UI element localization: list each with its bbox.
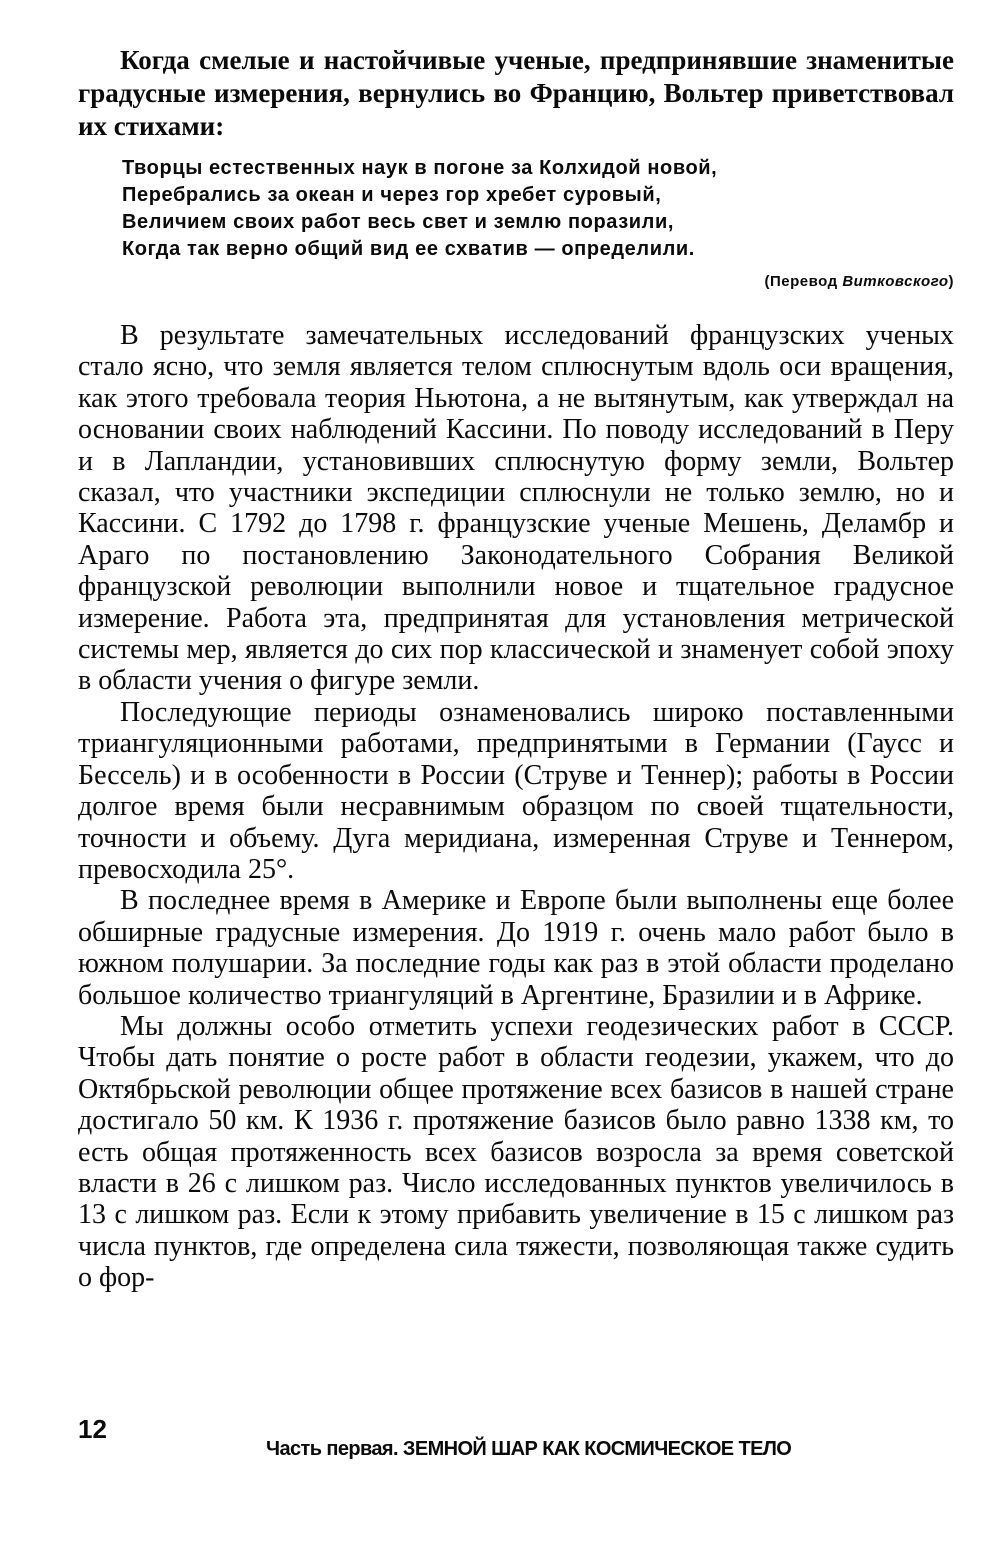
page-footer xyxy=(78,1414,954,1460)
poem-block xyxy=(122,155,954,263)
poem-line: Творцы естественных наук в погоне за Колхидой новой, xyxy=(122,157,718,179)
body-paragraph: В последнее время в Америке и Европе были выполнены еще более обширные градусные измерения. До 1919 г. очень мало работ было в южном полушарии. За последние годы как раз в этой области проделано большое количество триангуляций в Аргентине, Бразилии и в Африке. xyxy=(78,885,954,1011)
page-number: 12 xyxy=(78,1414,107,1444)
translator-credit xyxy=(78,273,954,290)
intro-paragraph: Когда смелые и настойчивые ученые, предпринявшие знаменитые градусные измерения, вернулись во Францию, Вольтер приветствовал их стихами: xyxy=(78,45,954,141)
poem-line: Величием своих работ весь свет и землю поразили, xyxy=(122,211,675,233)
translator-suffix: ) xyxy=(948,273,954,290)
page-body xyxy=(78,44,954,1294)
poem-line: Когда так верно общий вид ее схватив — определили. xyxy=(122,238,695,260)
body-paragraph: В результате замечательных исследований французских ученых стало ясно, что земля является телом сплюснутым вдоль оси вращения, как этого требовала теория Ньютона, а не вытянутым, как утверждал на основании своих наблюдений Кассини. По поводу исследований в Перу и в Лапландии, установивших сплюснутую форму земли, Вольтер сказал, что участники экспедиции сплюснули не только землю, но и Кассини. С 1792 до 1798 г. французские ученые Мешень, Деламбр и Араго по постановлению Законодательного Собрания Великой французской революции выполнили новое и тщательное градусное измерение. Работа эта, предпринятая для установления метрической системы мер, является до сих пор классической и знаменует собой эпоху в области учения о фигуре земли. xyxy=(78,320,954,697)
poem-line: Перебрались за океан и через гор хребет суровый, xyxy=(122,184,662,206)
translator-prefix: (Перевод xyxy=(764,273,843,290)
running-title: Часть первая. ЗЕМНОЙ ШАР КАК КОСМИЧЕСКОЕ ТЕЛО xyxy=(266,1438,792,1460)
body-paragraph: Мы должны особо отметить успехи геодезических работ в СССР. Чтобы дать понятие о росте работ в области геодезии, укажем, что до Октябрьской революции общее протяжение всех базисов в нашей стране достигало 50 км. К 1936 г. протяжение базисов было равно 1338 км, то есть общая протяженность всех базисов возросла за время советской власти в 26 с лишком раз. Число исследованных пунктов увеличилось в 13 с лишком раз. Если к этому прибавить увеличение в 15 с лишком раз числа пунктов, где определена сила тяжести, позволяющая также судить о фор- xyxy=(78,1010,954,1294)
translator-name: Витковского xyxy=(842,273,949,290)
body-paragraph: Последующие периоды ознаменовались широко поставленными триангуляционными работами, предпринятыми в Германии (Гаусс и Бессель) и в особенности в России (Струве и Теннер); работы в России долгое время были несравнимым образцом по своей тщательности, точности и объему. Дуга меридиана, измеренная Струве и Теннером, превосходила 25°. xyxy=(78,696,954,885)
